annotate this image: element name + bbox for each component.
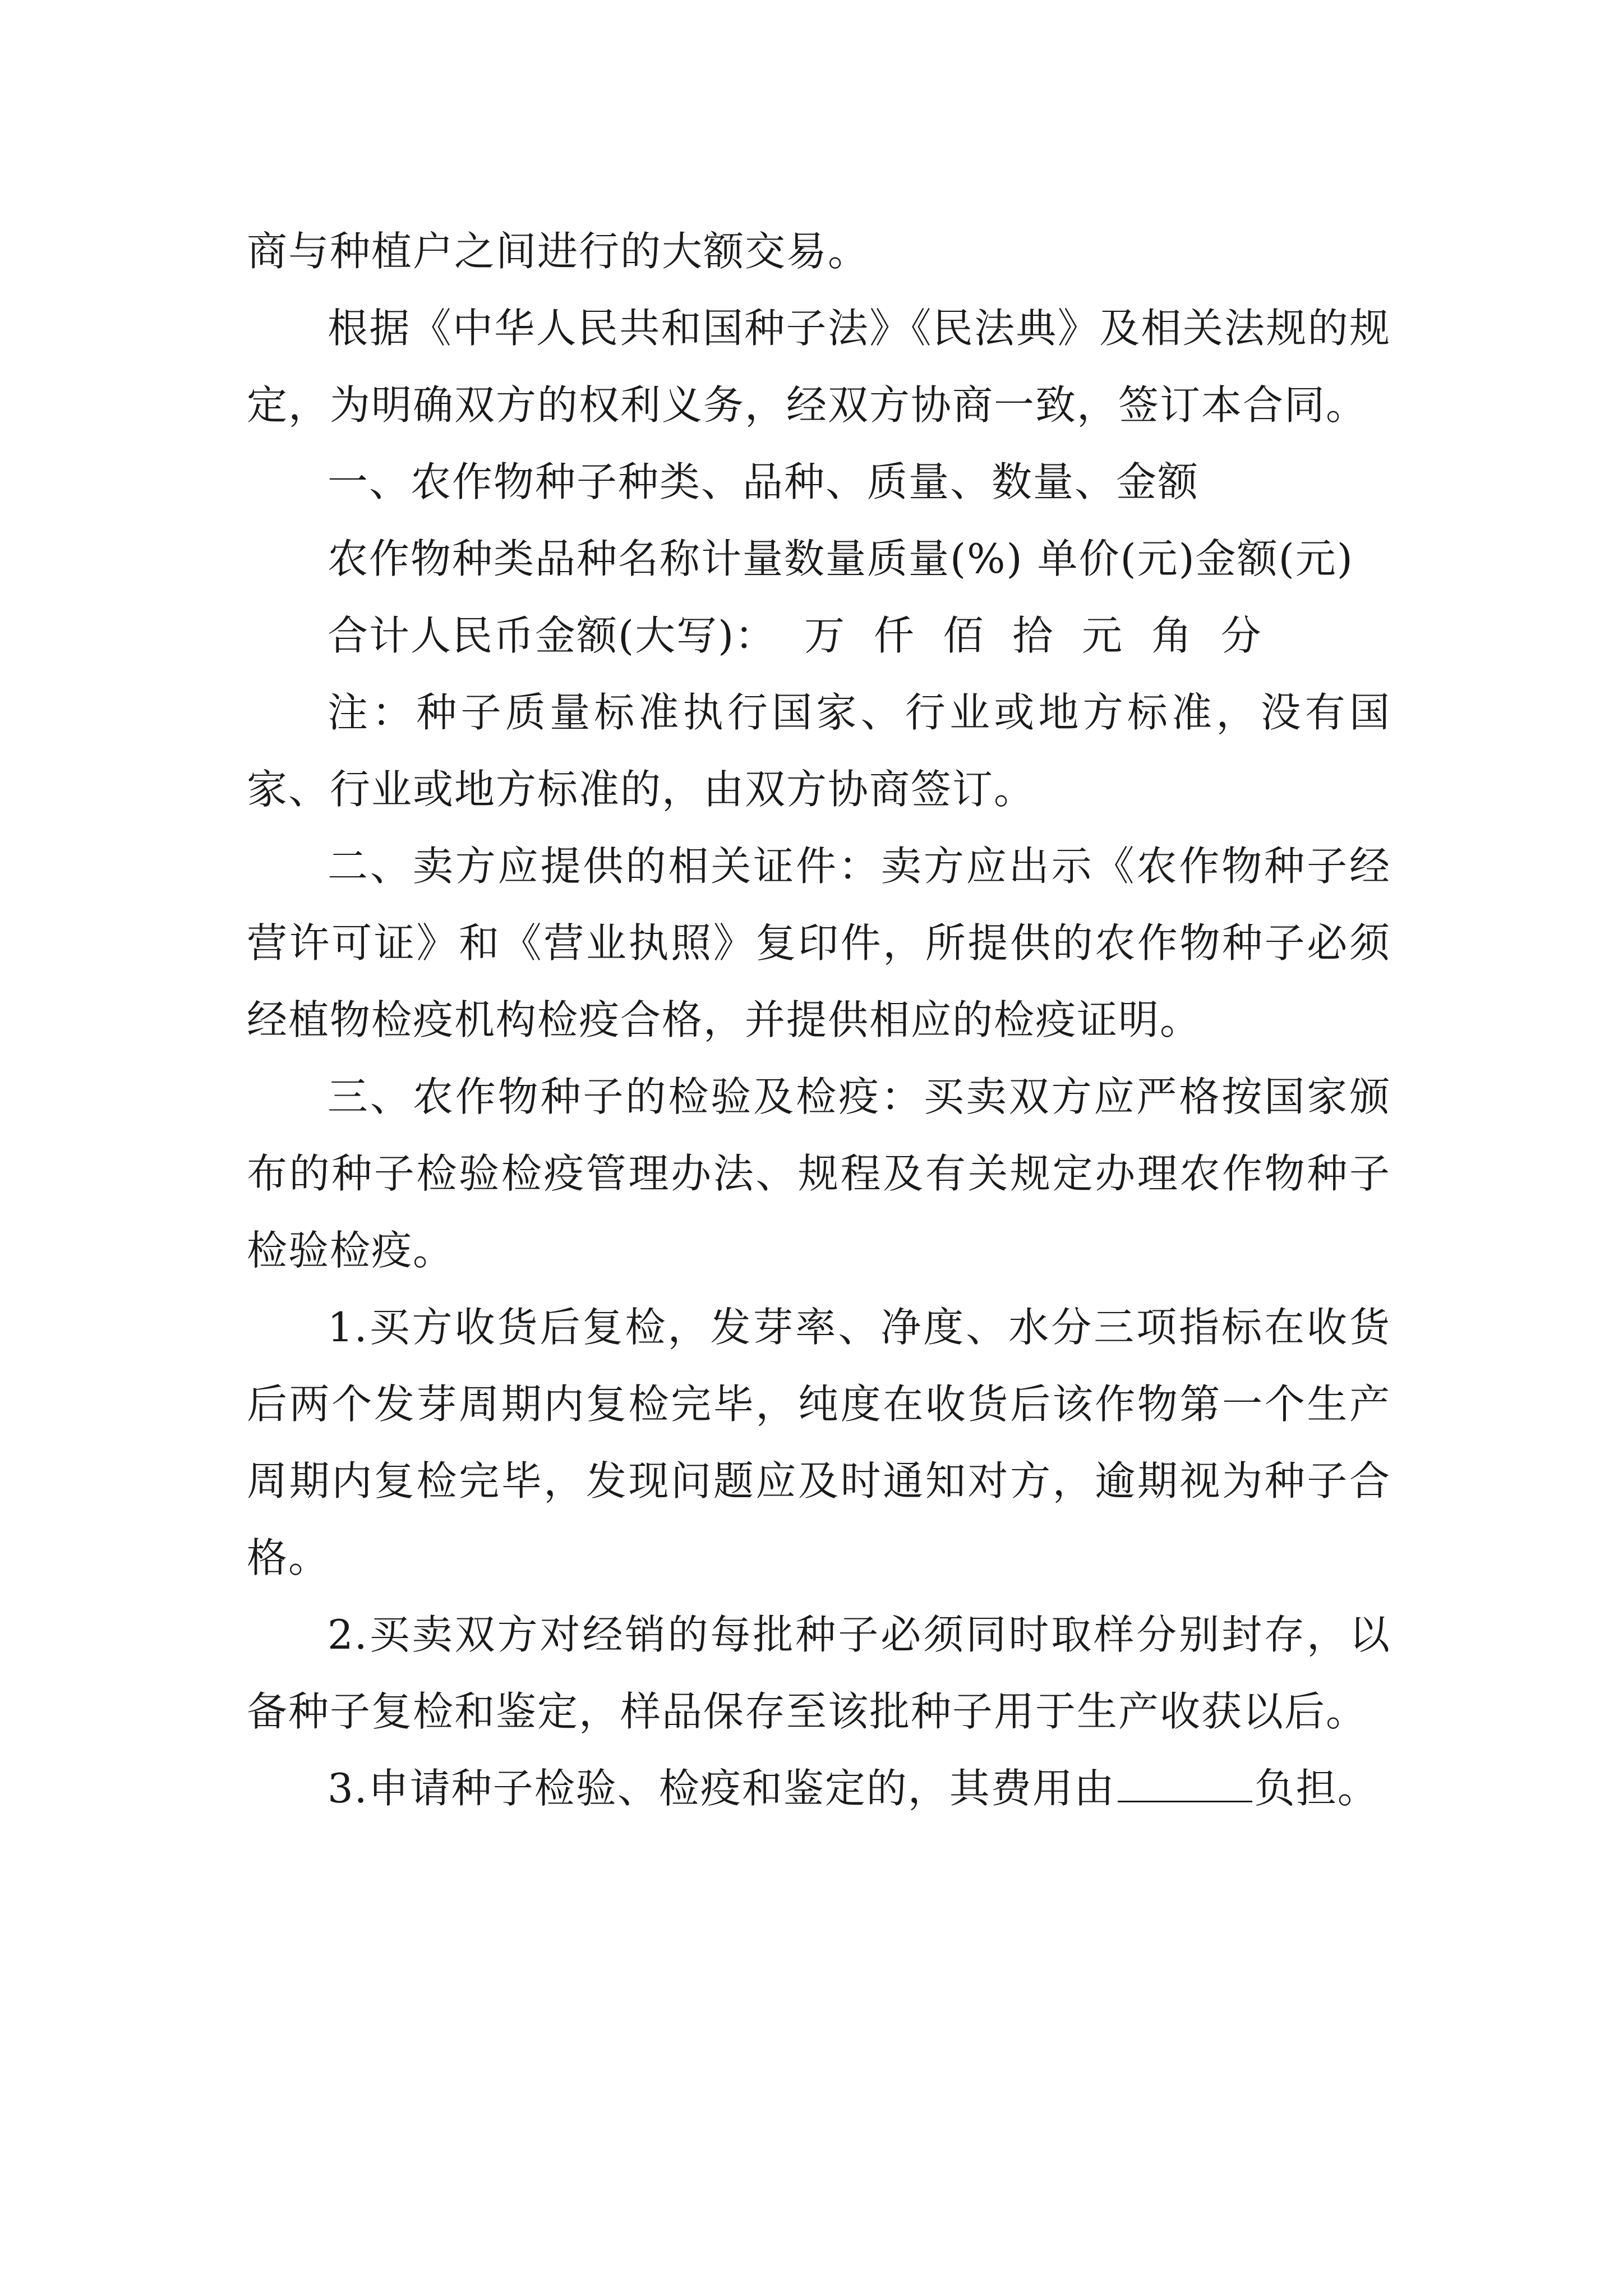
paragraph-continuation: 商与种植户之间进行的大额交易。 (247, 228, 870, 275)
section-2-certificates: 二、卖方应提供的相关证件：卖方应出示《农作物种子经营许可证》和《营业执照》复印件，所提供的农作物种子必须经植物检疫机构检疫合格，并提供相应的检疫证明。 (247, 843, 1391, 1043)
clause-3-3 (247, 1750, 1391, 1827)
fill-in-blank[interactable] (1118, 1767, 1252, 1802)
paragraph-legal-basis: 根据《中华人民共和国种子法》《民法典》及相关法规的规定，为明确双方的权利义务，经双方协商一致，签订本合同。 (247, 305, 1391, 429)
clause-3-1: 1.买方收货后复检，发芽率、净度、水分三项指标在收货后两个发芽周期内复检完毕，纯度在收货后该作物第一个生产周期内复检完毕，发现问题应及时通知对方，逾期视为种子合格。 (247, 1304, 1391, 1581)
clause-3-3-after: 负担。 (1254, 1765, 1379, 1812)
table-header-line: 农作物种类品种名称计量数量质量(%) 单价(元)金额(元) (328, 535, 1354, 582)
quality-note: 注：种子质量标准执行国家、行业或地方标准，没有国家、行业或地方标准的，由双方协商签订。 (247, 689, 1391, 813)
total-amount-line: 合计人民币金额(大写)： 万 仟 佰 拾 元 角 分 (328, 612, 1262, 659)
clause-3-2: 2.买卖双方对经销的每批种子必须同时取样分别封存，以备种子复检和鉴定，样品保存至该批种子用于生产收获以后。 (247, 1611, 1391, 1735)
section-3-inspection: 三、农作物种子的检验及检疫：买卖双方应严格按国家颁布的种子检验检疫管理办法、规程及有关规定办理农作物种子检验检疫。 (247, 1073, 1391, 1274)
contract-text (247, 213, 1391, 1827)
clause-3-3-before: 3.申请种子检验、检疫和鉴定的，其费用由 (328, 1765, 1115, 1812)
section-heading-1: 一、农作物种子种类、品种、质量、数量、金额 (328, 458, 1200, 505)
